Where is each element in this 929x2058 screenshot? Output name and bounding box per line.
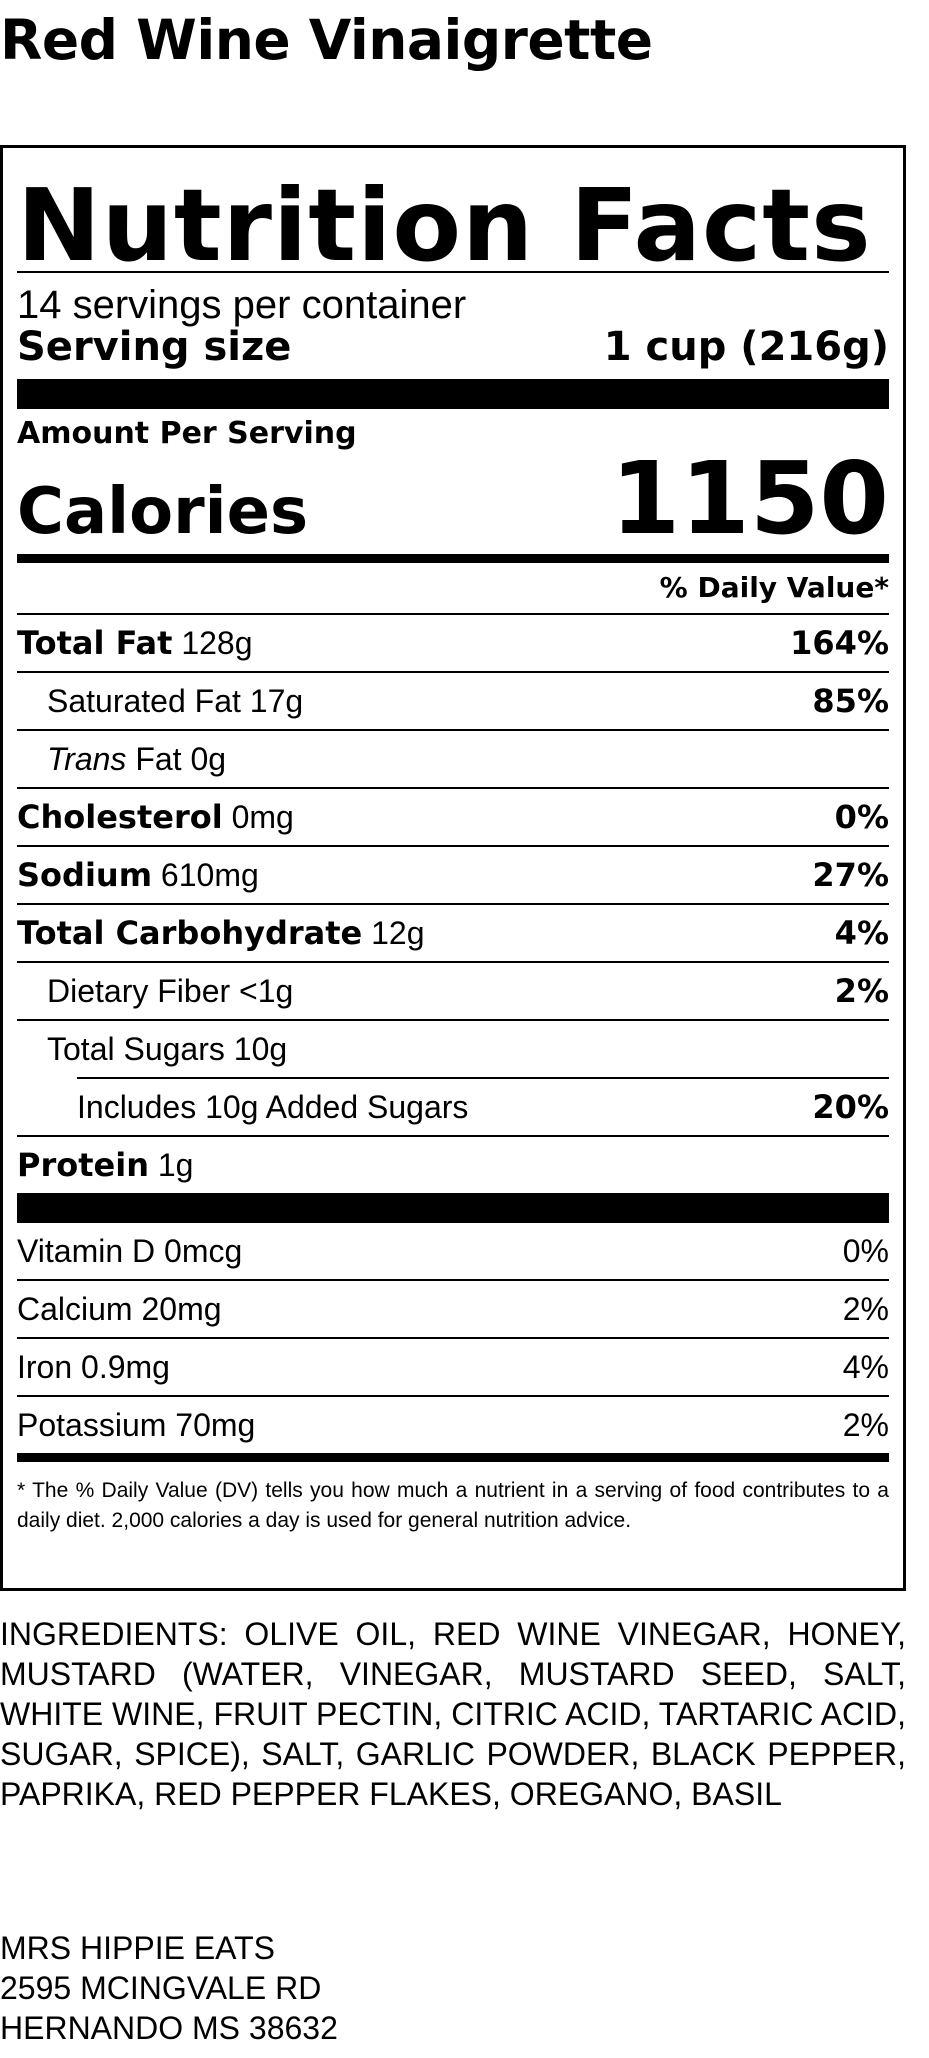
nutrient-amount: 1g <box>157 1147 194 1183</box>
nutrition-facts-heading: Nutrition Facts <box>17 167 872 284</box>
vitamin-dv: 4% <box>842 1348 889 1385</box>
nutrition-facts-label <box>0 145 906 1591</box>
servings-per-container: 14 servings per container <box>17 283 467 327</box>
nutrient-dv: 0% <box>834 798 889 836</box>
calories-value: 1150 <box>610 440 889 557</box>
nutrient-row-total-fat <box>17 613 889 671</box>
nutrient-amount: 610mg <box>160 857 259 893</box>
serving-size-value: 1 cup (216g) <box>603 324 889 370</box>
nutrient-amount: 12g <box>371 915 425 951</box>
nutrient-amount: 17g <box>249 682 304 719</box>
vitamin-row-calcium <box>17 1279 889 1337</box>
footnote-star: * <box>17 1479 26 1502</box>
amount-per-serving: Amount Per Serving <box>17 416 357 451</box>
calories-label: Calories <box>17 475 309 549</box>
nutrient-name: Protein <box>17 1146 149 1184</box>
nutrient-name-italic: Trans <box>47 740 127 777</box>
vitamin-dv: 2% <box>842 1290 889 1327</box>
nutrient-amount: 10g <box>233 1030 288 1067</box>
daily-value-footnote <box>17 1462 889 1536</box>
nutrient-dv: 20% <box>812 1088 889 1126</box>
divider-heavy <box>17 1193 889 1223</box>
nutrient-name: Fat <box>135 740 182 777</box>
nutrient-name: Dietary Fiber <box>47 972 231 1009</box>
nutrient-name: Cholesterol <box>17 798 223 836</box>
product-title: Red Wine Vinaigrette <box>0 8 653 72</box>
vitamin-row-vitamin-d <box>17 1223 889 1279</box>
nutrient-name: Total Carbohydrate <box>17 914 363 952</box>
address-line-1: MRS HIPPIE EATS <box>0 1930 276 1966</box>
nutrient-amount: 0g <box>190 740 227 777</box>
manufacturer-address <box>0 1928 338 2048</box>
vitamin-amount: 0.9mg <box>81 1348 170 1385</box>
ingredients-list: INGREDIENTS: OLIVE OIL, RED WINE VINEGAR, HONEY, MUSTARD (WATER, VINEGAR, MUSTARD SEED, SALT, WHITE WINE, FRUIT PECTIN, CITRIC ACID, TARTARIC ACID, SUGAR, SPICE), SALT, GARLIC POWDER, BLACK PEPPER, PAPRIKA, RED PEPPER FLAKES, OREGANO, BASIL <box>0 1616 906 1812</box>
serving-size-row <box>17 324 889 379</box>
vitamin-amount: 0mcg <box>164 1232 243 1269</box>
footnote-text: The % Daily Value (DV) tells you how much a nutrient in a serving of food contributes to a daily diet. 2,000 calories a day is used for general nutrition advice. <box>17 1479 889 1532</box>
vitamin-name: Potassium <box>17 1406 167 1443</box>
nutrient-dv: 164% <box>790 624 889 662</box>
nutrient-row-sodium <box>17 845 889 903</box>
nutrient-name: Sodium <box>17 856 153 894</box>
vitamin-amount: 20mg <box>141 1290 222 1327</box>
vitamin-amount: 70mg <box>175 1406 256 1443</box>
calories-row <box>17 440 889 557</box>
divider-heavy <box>17 379 889 409</box>
serving-size-label: Serving size <box>17 324 292 370</box>
nutrient-dv: 2% <box>834 972 889 1010</box>
divider-medium <box>17 1453 889 1462</box>
nutrient-row-added-sugars <box>77 1077 889 1135</box>
nutrient-name: Total Sugars <box>47 1030 225 1067</box>
nutrient-row-dietary-fiber <box>17 961 889 1019</box>
vitamin-name: Vitamin D <box>17 1232 156 1269</box>
nutrient-row-protein <box>17 1135 889 1193</box>
address-line-2: 2595 MCINGVALE RD <box>0 1970 322 2006</box>
daily-value-header: % Daily Value* <box>659 571 889 604</box>
address-line-3: HERNANDO MS 38632 <box>0 2010 338 2046</box>
nutrient-dv: 85% <box>812 682 889 720</box>
nutrient-amount: 128g <box>181 625 253 661</box>
vitamin-name: Calcium <box>17 1290 133 1327</box>
nutrient-amount: 0mg <box>231 799 294 835</box>
nutrient-name: Includes 10g Added Sugars <box>77 1088 469 1125</box>
nutrient-amount: <1g <box>239 972 294 1009</box>
vitamin-dv: 0% <box>842 1232 889 1269</box>
vitamin-row-potassium <box>17 1395 889 1453</box>
nutrient-row-cholesterol <box>17 787 889 845</box>
vitamin-name: Iron <box>17 1348 73 1385</box>
nutrient-dv: 4% <box>834 914 889 952</box>
vitamin-dv: 2% <box>842 1406 889 1443</box>
nutrient-name: Total Fat <box>17 624 173 662</box>
nutrient-row-trans-fat <box>17 729 889 787</box>
nutrient-name: Saturated Fat <box>47 682 241 719</box>
nutrient-row-total-carbohydrate <box>17 903 889 961</box>
nutrient-dv: 27% <box>812 856 889 894</box>
nutrient-row-total-sugars <box>17 1019 889 1077</box>
nutrient-row-saturated-fat <box>17 671 889 729</box>
vitamin-row-iron <box>17 1337 889 1395</box>
